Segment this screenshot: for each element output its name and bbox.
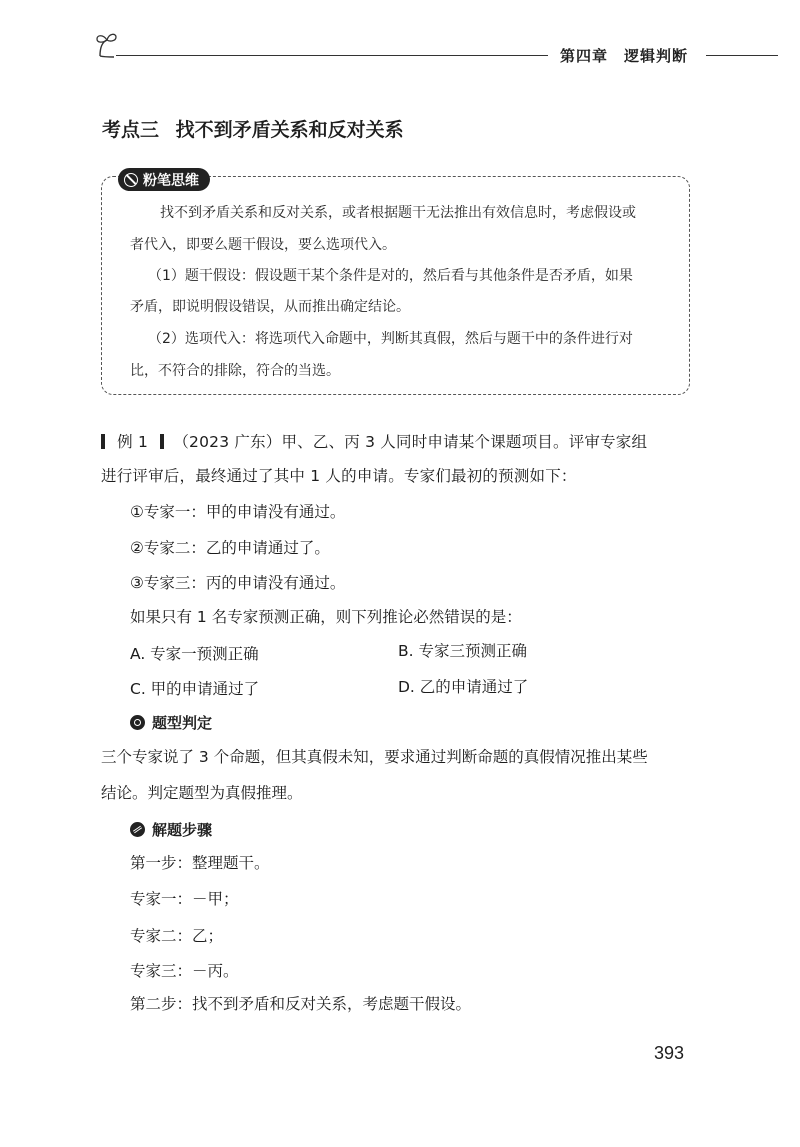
chapter-title: 逻辑判断 xyxy=(624,47,689,65)
solution-line-1: 第一步：整理题干。 xyxy=(130,854,270,872)
prediction-2: ②专家二：乙的申请通过了。 xyxy=(130,539,330,557)
prediction-1: ①专家一：甲的申请没有通过。 xyxy=(130,503,346,521)
example-heading xyxy=(101,431,647,453)
option-c: C. 甲的申请通过了 xyxy=(130,680,260,698)
tips-box-label-text: 粉笔思维 xyxy=(143,172,199,189)
tips-line-1: 找不到矛盾关系和反对关系，或者根据题干无法推出有效信息时，考虑假设或 xyxy=(160,205,636,221)
chapter-label: 第四章 xyxy=(560,47,609,65)
type-judgment-line-2: 结论。判定题型为真假推理。 xyxy=(101,784,303,802)
question-text: 如果只有 1 名专家预测正确，则下列推论必然错误的是： xyxy=(130,608,522,626)
option-b: B. 专家三预测正确 xyxy=(398,642,527,660)
header-rule-left xyxy=(116,55,548,56)
example-line-1: （2023 广东）甲、乙、丙 3 人同时申请某个课题项目。评审专家组 xyxy=(173,433,648,451)
type-judgment-heading-text: 题型判定 xyxy=(152,714,213,732)
example-line-2: 进行评审后，最终通过了其中 1 人的申请。专家们最初的预测如下： xyxy=(101,467,577,485)
example-label: 例 1 xyxy=(117,433,149,451)
tips-line-6: 比，不符合的排除，符合的当选。 xyxy=(130,363,340,379)
solution-line-5: 第二步：找不到矛盾和反对关系，考虑题干假设。 xyxy=(130,995,472,1013)
solution-heading-text: 解题步骤 xyxy=(152,821,213,839)
no-sign-icon xyxy=(124,173,138,187)
tips-box-label xyxy=(118,168,210,191)
tips-line-4: 矛盾，即说明假设错误，从而推出确定结论。 xyxy=(130,299,410,315)
prediction-3: ③专家三：丙的申请没有通过。 xyxy=(130,574,346,592)
example-marker-left xyxy=(101,434,105,449)
header-rule-right xyxy=(706,55,778,56)
example-marker-right xyxy=(160,434,164,449)
solution-line-2: 专家一：－甲； xyxy=(130,890,239,908)
tips-line-3: （1）题干假设：假设题干某个条件是对的，然后看与其他条件是否矛盾，如果 xyxy=(148,268,633,284)
solution-line-3: 专家二：乙； xyxy=(130,927,224,945)
steps-icon xyxy=(130,822,145,837)
solution-line-4: 专家三：－丙。 xyxy=(130,962,239,980)
option-a: A. 专家一预测正确 xyxy=(130,645,259,663)
type-judgment-line-1: 三个专家说了 3 个命题，但其真假未知，要求通过判断命题的真假情况推出某些 xyxy=(101,748,648,766)
tips-line-5: （2）选项代入：将选项代入命题中，判断其真假，然后与题干中的条件进行对 xyxy=(148,331,633,347)
tips-line-2: 者代入，即要么题干假设，要么选项代入。 xyxy=(130,237,396,253)
page-number: 393 xyxy=(654,1043,685,1063)
section-title: 考点三 找不到矛盾关系和反对关系 xyxy=(102,119,404,141)
gear-icon xyxy=(130,715,145,730)
option-d: D. 乙的申请通过了 xyxy=(398,678,529,696)
type-judgment-heading xyxy=(130,712,212,733)
solution-heading xyxy=(130,819,212,840)
